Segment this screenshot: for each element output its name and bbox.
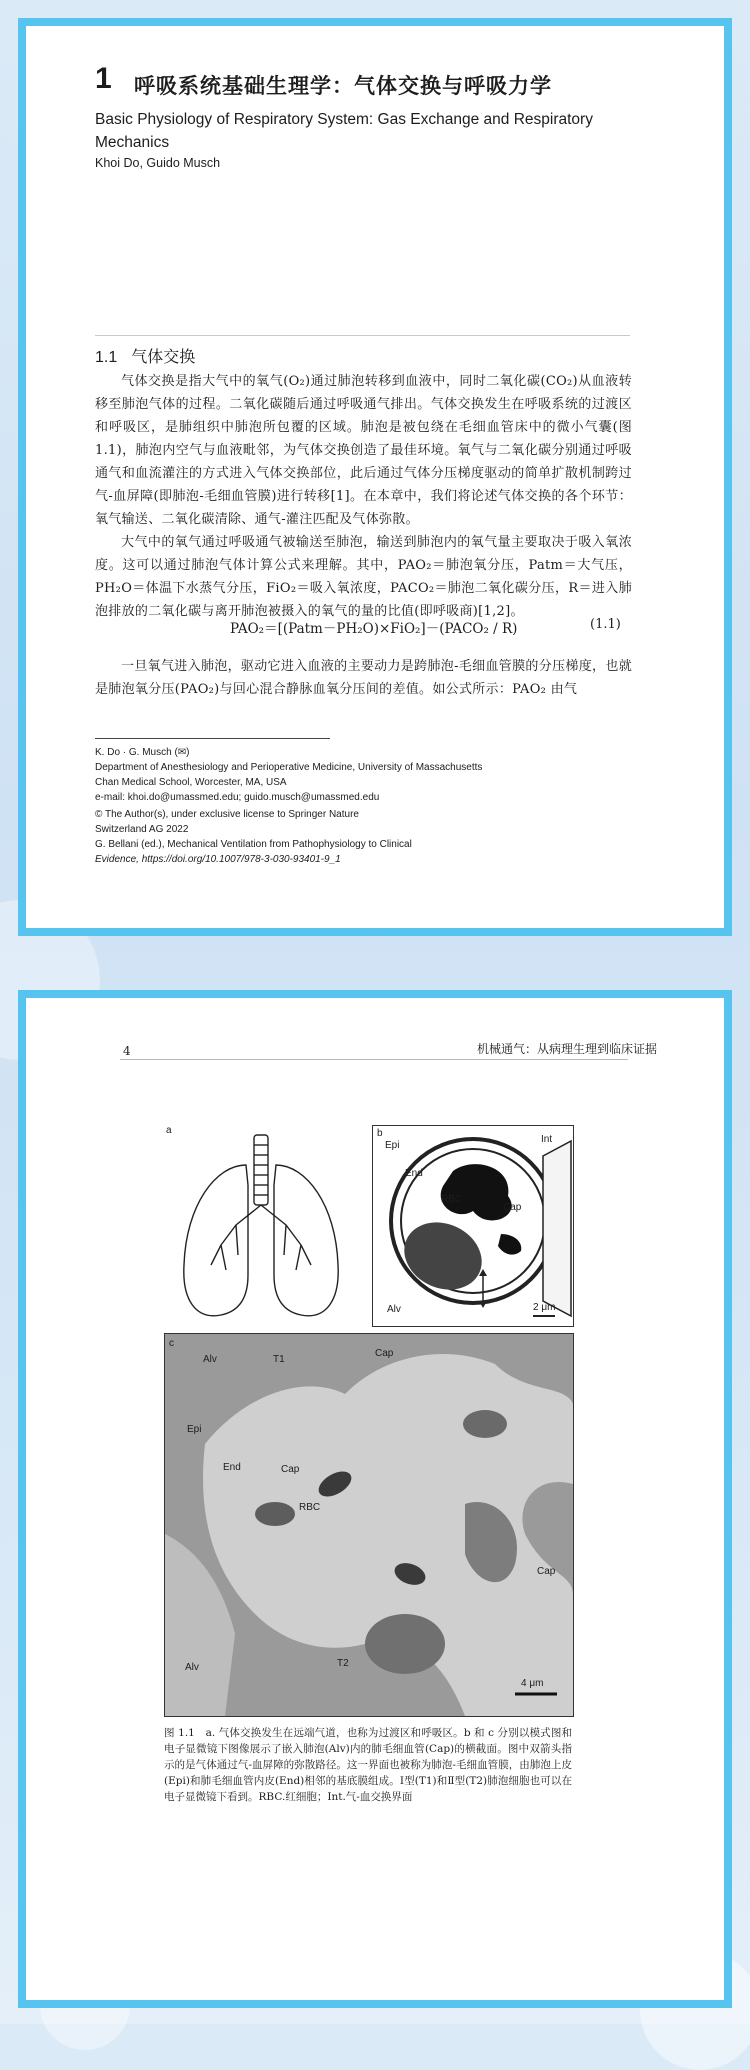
chapter-authors: Khoi Do, Guido Musch	[95, 156, 221, 170]
label-epi: Epi	[385, 1140, 400, 1151]
running-title: 机械通气：从病理生理到临床证据	[476, 1042, 657, 1056]
chapter-title-en: Basic Physiology of Respiratory System: Gas Exchange and Respiratory Mechanics	[95, 111, 593, 151]
chapter-title-cn: 呼吸系统基础生理学：气体交换与呼吸力学	[134, 75, 552, 98]
footnote-line: © The Author(s), under exclusive license to Springer Nature	[95, 809, 359, 820]
figure-caption: 图 1.1 a. 气体交换发生在远端气道，也称为过渡区和呼吸区。b 和 c 分别以模式图和电子显微镜下图像展示了嵌入肺泡(Alv)内的肺毛细血管(Cap)的横截面。图中双箭头指示的是气体通过气-血屏障的弥散路径。这一界面也被称为肺泡-毛细血管膜，由肺泡上皮(Epi)和肺毛细血管内皮(End)相邻的基底膜组成。Ⅰ型(T1)和Ⅱ型(T2)肺泡细胞也可以在电子显微镜下看到。RBC.红细胞；Int.气-血交换界面	[164, 1727, 572, 1803]
figure-panel-a	[166, 1125, 356, 1325]
label-int: Int	[541, 1134, 553, 1145]
electron-micrograph	[165, 1334, 573, 1716]
section-divider	[95, 335, 630, 336]
label-cap: Cap	[503, 1202, 522, 1213]
label-alv: Alv	[387, 1304, 401, 1315]
footnote-line: e-mail: khoi.do@umassmed.edu; guido.musch@umassmed.edu	[95, 792, 380, 803]
label-cap: Cap	[375, 1348, 394, 1359]
figure-panel-b	[372, 1125, 574, 1327]
section-heading	[95, 344, 195, 367]
section-title: 气体交换	[131, 349, 196, 366]
body-paragraphs-1	[95, 370, 632, 623]
footnote-line: Switzerland AG 2022	[95, 824, 189, 835]
footnote-line: K. Do · G. Musch (✉)	[95, 747, 190, 758]
label-rbc: RBC	[299, 1502, 321, 1513]
chapter-number: 1	[95, 62, 112, 95]
label-end: End	[405, 1168, 423, 1179]
footnote-rule	[95, 738, 330, 739]
label-t1: T1	[273, 1354, 285, 1365]
scale-bar-label: 4 μm	[521, 1678, 544, 1689]
label-cap: Cap	[537, 1566, 556, 1577]
header-rule	[120, 1059, 628, 1060]
panel-label: b	[377, 1128, 383, 1139]
figure-panel-c	[164, 1333, 574, 1717]
label-alv: Alv	[185, 1662, 199, 1673]
panel-label: a	[166, 1125, 172, 1136]
footnote-line: Chan Medical School, Worcester, MA, USA	[95, 777, 287, 788]
paragraph: 大气中的氧气通过呼吸通气被输送至肺泡，输送到肺泡内的氧气量主要取决于吸入氧浓度。这可以通过肺泡气体计算公式来理解。其中，PAO₂＝肺泡氧分压，Patm＝大气压，PH₂O＝体温下水蒸气分压，FiO₂＝吸入氧浓度，PACO₂＝肺泡二氧化碳分压，R＝进入肺泡排放的二氧化碳与离开肺泡被摄入的氧气的量的比值(即呼吸商)[1,2]。	[95, 535, 632, 619]
capillary-schematic	[373, 1126, 573, 1326]
label-cap: Cap	[281, 1464, 300, 1475]
panel-label: c	[169, 1338, 174, 1349]
alveolar-gas-equation: PAO₂＝[(Patm－PH₂O)×FiO₂]－(PACO₂ / R)	[230, 621, 518, 637]
scale-bar-label: 2 μm	[533, 1302, 556, 1313]
label-end: End	[223, 1462, 241, 1473]
body-paragraphs-2	[95, 655, 632, 701]
lungs-illustration	[166, 1125, 356, 1325]
page-number: 4	[123, 1044, 131, 1058]
paragraph: 气体交换是指大气中的氧气(O₂)通过肺泡转移到血液中，同时二氧化碳(CO₂)从血液转移至肺泡气体的过程。二氧化碳随后通过呼吸通气排出。气体交换发生在呼吸系统的过渡区和呼吸区，是肺组织中肺泡所包覆的区域。肺泡是被包绕在毛细血管床中的微小气囊(图 1.1)，肺泡内空气与血液毗邻，为气体交换创造了最佳环境。氧气与二氧化碳分别通过呼吸通气和血流灌注的方式进入气体交换部位，此后通过气体分压梯度驱动的简单扩散机制跨过气-血屏障(即肺泡-毛细血管膜)进行转移[1]。在本章中，我们将论述气体交换的各个环节：氧气输送、二氧化碳清除、通气-灌注匹配及气体弥散。	[95, 374, 632, 527]
footnote-line: Evidence, https://doi.org/10.1007/978-3-030-93401-9_1	[95, 854, 341, 865]
equation-number: (1.1)	[590, 617, 621, 632]
footnote-line: G. Bellani (ed.), Mechanical Ventilation from Pathophysiology to Clinical	[95, 839, 412, 850]
paragraph: 一旦氧气进入肺泡，驱动它进入血液的主要动力是跨肺泡-毛细血管膜的分压梯度，也就是肺泡氧分压(PAO₂)与回心混合静脉血氧分压间的差值。如公式所示：PAO₂ 由气	[95, 659, 632, 697]
footnote	[95, 745, 635, 867]
section-number: 1.1	[95, 349, 118, 366]
footnote-line: Department of Anesthesiology and Perioperative Medicine, University of Massachusetts	[95, 762, 483, 773]
label-epi: Epi	[187, 1424, 202, 1435]
label-alv: Alv	[203, 1354, 217, 1365]
label-t2: T2	[337, 1658, 349, 1669]
label-rbc: RBC	[441, 1194, 463, 1205]
